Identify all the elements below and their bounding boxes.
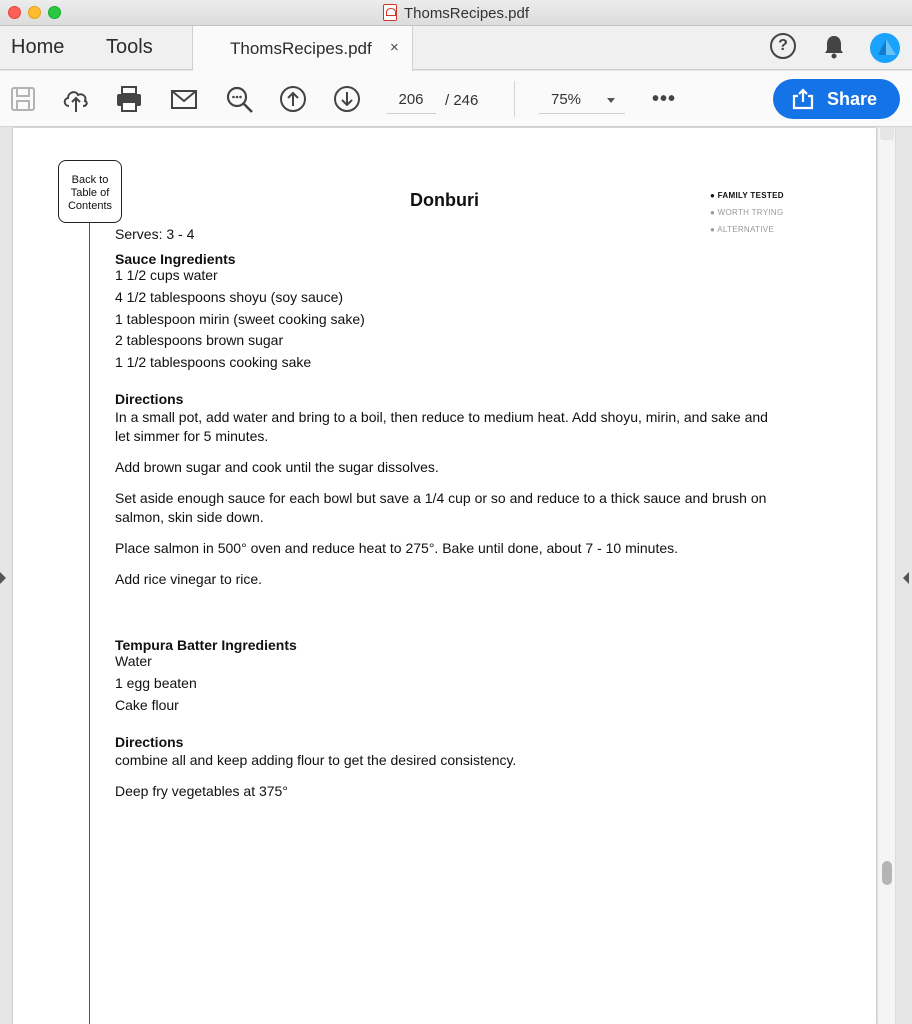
direction-step: Deep fry vegetables at 375° [115,783,288,799]
tab-tools[interactable]: Tools [106,36,153,58]
sauce-ingredients-heading: Sauce Ingredients [115,251,236,267]
serves-text: Serves: 3 - 4 [115,226,195,242]
toolbar-divider [514,81,515,117]
zoom-select[interactable] [539,88,625,114]
upload-cloud-icon[interactable] [61,84,91,114]
user-avatar[interactable] [870,33,900,63]
toc-button-line-2: Table of [70,187,110,199]
page-total: / 246 [445,92,479,109]
share-label: Share [827,89,878,109]
rating-family-tested: ● FAMILY TESTED [710,191,784,200]
toolbar [0,71,912,127]
left-panel-toggle-icon[interactable] [0,572,6,584]
page-left-rule [89,223,90,1024]
document-viewport[interactable] [0,128,912,1024]
ingredient-item: Cake flour [115,697,179,713]
ingredient-item: 1 1/2 tablespoons cooking sake [115,354,312,370]
search-zoom-icon[interactable] [224,84,254,114]
toc-button-line-3: Contents [67,200,113,212]
direction-step: Set aside enough sauce for each bowl but save a 1/4 cup or so and reduce to a thick sauce and brush on salmon, skin side down. [115,490,767,525]
rating-worth-trying: ● WORTH TRYING [710,208,784,217]
more-options-icon[interactable]: ••• [652,88,677,110]
tab-document[interactable] [193,26,413,71]
next-page-icon[interactable] [332,84,362,114]
scrollbar-thumb[interactable] [882,861,892,885]
notification-bell-icon[interactable] [822,34,846,60]
window-title [0,4,912,22]
direction-step: Add rice vinegar to rice. [115,571,263,587]
window-titlebar [0,0,912,26]
page-number-input[interactable]: 206 [386,88,436,114]
save-icon[interactable] [8,84,38,114]
tab-bar [0,26,912,70]
pdf-page [13,128,876,1024]
vertical-scrollbar[interactable] [877,128,896,1024]
direction-step: combine all and keep adding flour to get the desired consistency. [115,752,517,768]
ingredient-item: 1 1/2 cups water [115,267,218,283]
direction-step: Add brown sugar and cook until the sugar dissolves. [115,459,439,475]
tab-document-label: ThomsRecipes.pdf [230,39,372,58]
scrollbar-top-cap [880,128,894,140]
tab-home[interactable]: Home [11,36,65,58]
ingredient-item: 1 egg beaten [115,675,197,691]
right-panel-toggle-icon[interactable] [903,572,909,584]
close-tab-icon[interactable]: × [390,39,399,56]
ingredient-item: Water [115,653,152,669]
tempura-ingredients-heading: Tempura Batter Ingredients [115,637,297,653]
direction-step: Place salmon in 500° oven and reduce heat to 275°. Bake until done, about 7 - 10 minutes. [115,540,679,556]
chevron-down-icon [607,98,615,103]
help-icon[interactable]: ? [770,33,796,59]
toc-button-line-1: Back to [71,174,109,186]
direction-step: In a small pot, add water and bring to a boil, then reduce to medium heat. Add shoyu, mirin, and sake and let simmer for 5 minutes. [115,409,768,444]
ingredient-item: 4 1/2 tablespoons shoyu (soy sauce) [115,289,344,305]
rating-alternative: ● ALTERNATIVE [710,225,775,234]
recipe-title: Donburi [410,190,479,210]
ingredient-item: 2 tablespoons brown sugar [115,332,284,348]
zoom-value: 75% [551,91,582,108]
share-icon [792,88,814,110]
directions-heading: Directions [115,391,184,407]
window-title-text: ThomsRecipes.pdf [403,5,530,22]
ingredient-item: 1 tablespoon mirin (sweet cooking sake) [115,311,365,327]
print-icon[interactable] [114,84,144,114]
previous-page-icon[interactable] [278,84,308,114]
share-button[interactable] [773,79,900,119]
directions-heading-2: Directions [115,734,184,750]
pdf-file-icon [383,4,397,21]
email-icon[interactable] [169,84,199,114]
avatar-shape-icon [870,33,900,63]
